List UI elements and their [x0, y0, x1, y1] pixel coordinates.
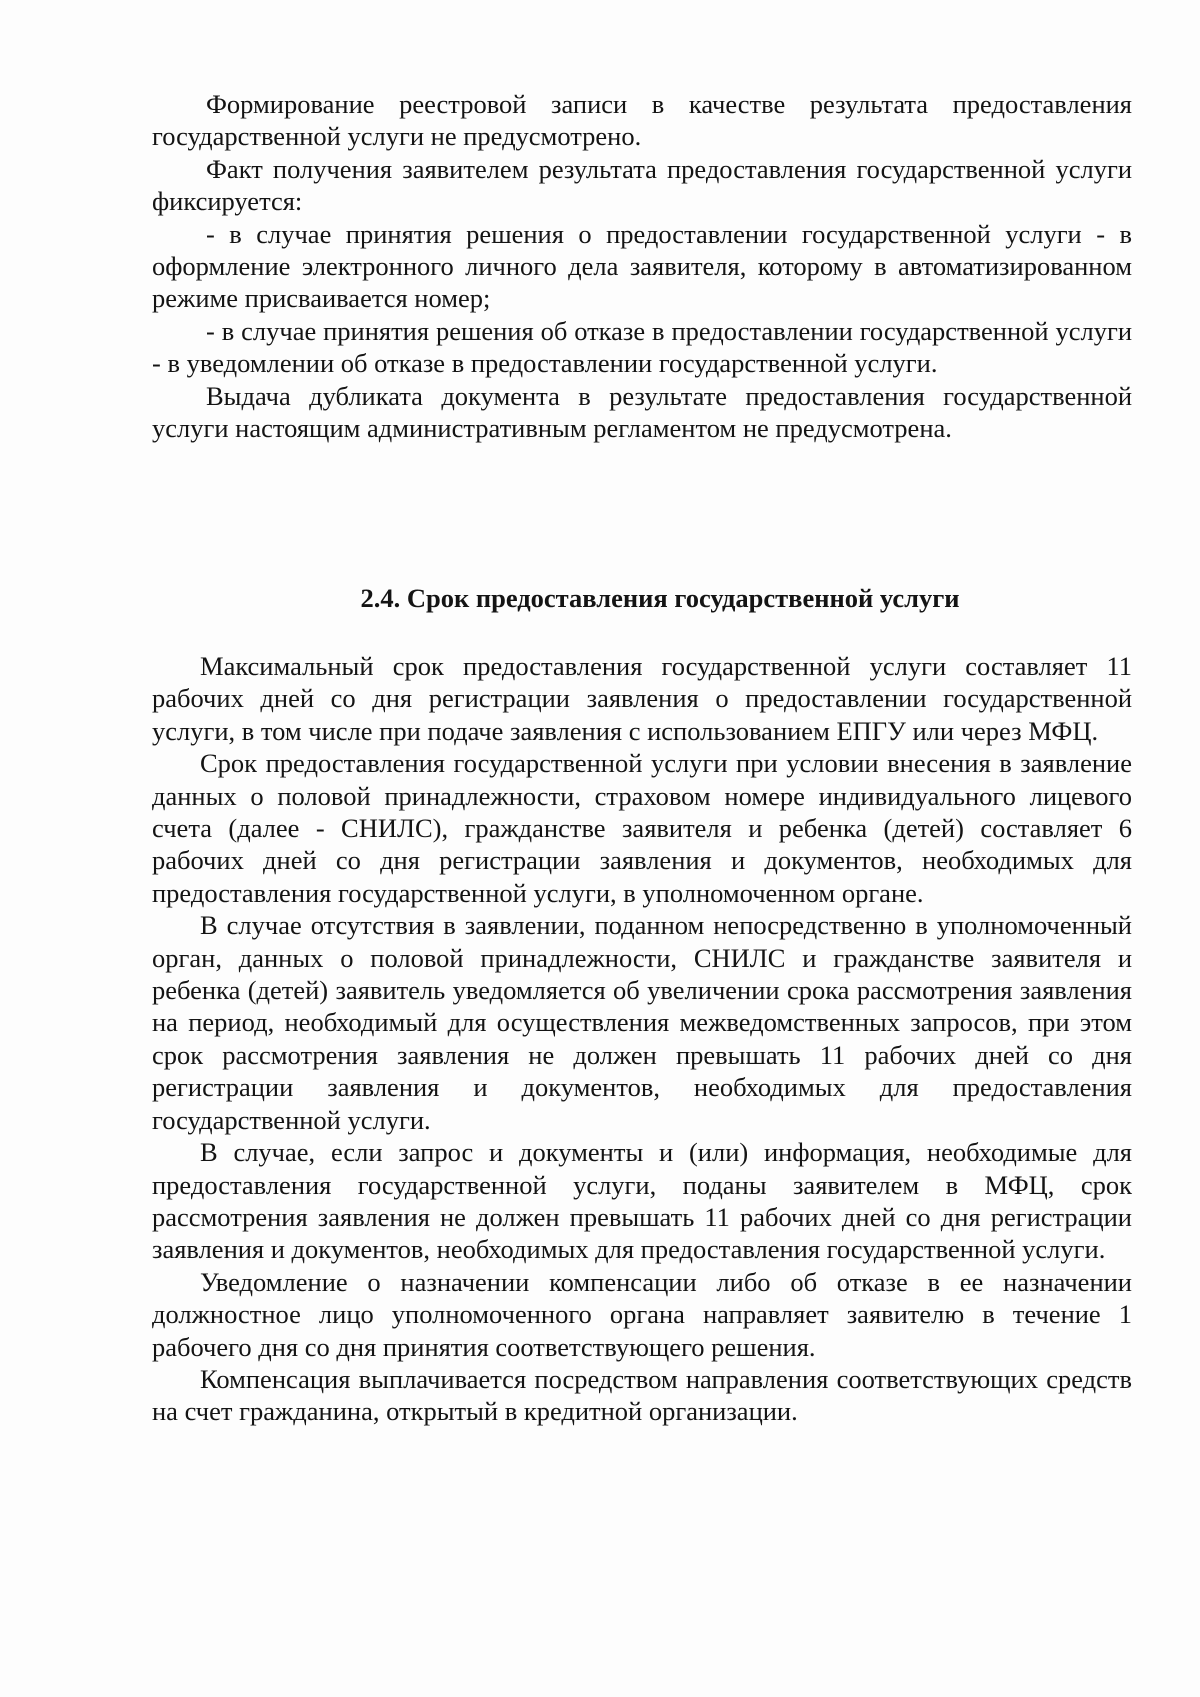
- paragraph-duplicate: Выдача дубликата документа в результате предоставления государственной услуги настоящим административным регламентом не предусмотрена.: [152, 380, 1132, 444]
- paragraph-result-fixation: Факт получения заявителем результата предоставления государственной услуги фиксируется:: [152, 153, 1132, 217]
- paragraph-term-without-data: В случае отсутствия в заявлении, поданном непосредственно в уполномоченный орган, данных о половой принадлежности, СНИЛС и гражданстве заявителя и ребенка (детей) заявитель уведомляется об увеличении срока рассмотрения заявления на период, необходимый для осуществления межведомственных запросов, при этом срок рассмотрения заявления не должен превышать 11 рабочих дней со дня регистрации заявления и документов, необходимых для предоставления государственной услуги.: [152, 910, 1132, 1135]
- section-heading: 2.4. Срок предоставления государственной услуги: [360, 583, 960, 613]
- paragraph-term-mfc: В случае, если запрос и документы и (или) информация, необходимые для предоставления государственной услуги, поданы заявителем в МФЦ, срок рассмотрения заявления не должен превышать 11 рабочих дней со дня регистрации заявления и документов, необходимых для предоставления государственной услуги.: [152, 1137, 1132, 1265]
- paragraph-payment: Компенсация выплачивается посредством направления соответствующих средств на счет гражданина, открытый в кредитной организации.: [152, 1363, 1132, 1427]
- paragraph-decision-refused: - в случае принятия решения об отказе в предоставлении государственной услуги - в уведомлении об отказе в предоставлении государственной услуги.: [152, 315, 1132, 379]
- paragraph-registry-record: Формирование реестровой записи в качестве результата предоставления государственной услуги не предусмотрено.: [152, 89, 1132, 152]
- paragraph-max-term: Максимальный срок предоставления государственной услуги составляет 11 рабочих дней со дня регистрации заявления о предоставлении государственной услуги, в том числе при подаче заявления с использованием ЕПГУ или через МФЦ.: [152, 651, 1132, 746]
- text-block-results: [152, 88, 1132, 444]
- text-block-term: [152, 650, 1132, 1428]
- paragraph-notification: Уведомление о назначении компенсации либо об отказе в ее назначении должностное лицо уполномоченного органа направляет заявителю в течение 1 рабочего дня со дня принятия соответствующего решения.: [152, 1266, 1132, 1362]
- paragraph-term-with-data: Срок предоставления государственной услуги при условии внесения в заявление данных о половой принадлежности, страховом номере индивидуального лицевого счета (далее - СНИЛС), гражданстве заявителя и ребенка (детей) составляет 6 рабочих дней со дня регистрации заявления и документов, необходимых для предоставления государственной услуги, в уполномоченном органе.: [152, 748, 1132, 908]
- paragraph-decision-granted: - в случае принятия решения о предоставлении государственной услуги - в оформление электронного личного дела заявителя, которому в автоматизированном режиме присваивается номер;: [152, 218, 1132, 314]
